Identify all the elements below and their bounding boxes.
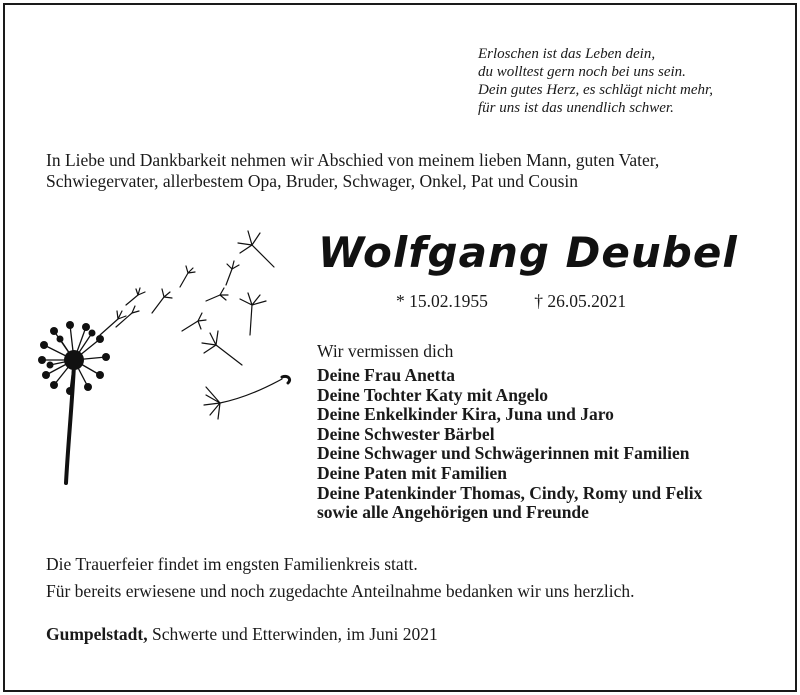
list-item: Deine Schwester Bärbel — [317, 423, 495, 444]
poem-line: Erloschen ist das Leben dein, — [478, 46, 656, 62]
place-rest: Schwerte und Etterwinden, im Juni 2021 — [147, 624, 438, 644]
funeral-note: Die Trauerfeier findet im engsten Familienkreis statt. — [46, 554, 418, 574]
dandelion-icon — [30, 215, 295, 485]
list-item: Deine Tochter Katy mit Angelo — [317, 384, 549, 405]
list-item: Deine Schwager und Schwägerinnen mit Familien — [317, 443, 690, 464]
birth-date: * 15.02.1955 — [396, 291, 488, 311]
death-date: † 26.05.2021 — [534, 291, 627, 311]
intro-line: In Liebe und Dankbarkeit nehmen wir Abschied von meinem lieben Mann, guten Vater, — [46, 150, 660, 170]
life-dates — [396, 291, 626, 312]
place-main: Gumpelstadt, — [46, 624, 148, 644]
list-item: Deine Patenkinder Thomas, Cindy, Romy und Felix — [317, 482, 703, 503]
place-date — [46, 624, 438, 645]
poem-line: du wolltest gern noch bei uns sein. — [478, 64, 686, 80]
intro-line: Schwiegervater, allerbestem Opa, Bruder, Schwager, Onkel, Pat und Cousin — [46, 171, 578, 191]
mourners-list — [317, 366, 702, 523]
poem-line: für uns ist das unendlich schwer. — [478, 100, 674, 116]
poem-line: Dein gutes Herz, es schlägt nicht mehr, — [478, 82, 713, 98]
thanks-note: Für bereits erwiesene und noch zugedachte Anteilnahme bedanken wir uns herzlich. — [46, 581, 635, 601]
intro-text — [46, 150, 766, 192]
list-item: Deine Enkelkinder Kira, Juna und Jaro — [317, 404, 614, 425]
deceased-name: Wolfgang Deubel — [318, 228, 738, 277]
poem — [478, 45, 778, 117]
mourners-heading: Wir vermissen dich — [317, 341, 454, 361]
notes — [46, 551, 634, 605]
list-item: Deine Frau Anetta — [317, 365, 456, 385]
list-item: Deine Paten mit Familien — [317, 462, 508, 483]
list-item: sowie alle Angehörigen und Freunde — [317, 502, 589, 523]
